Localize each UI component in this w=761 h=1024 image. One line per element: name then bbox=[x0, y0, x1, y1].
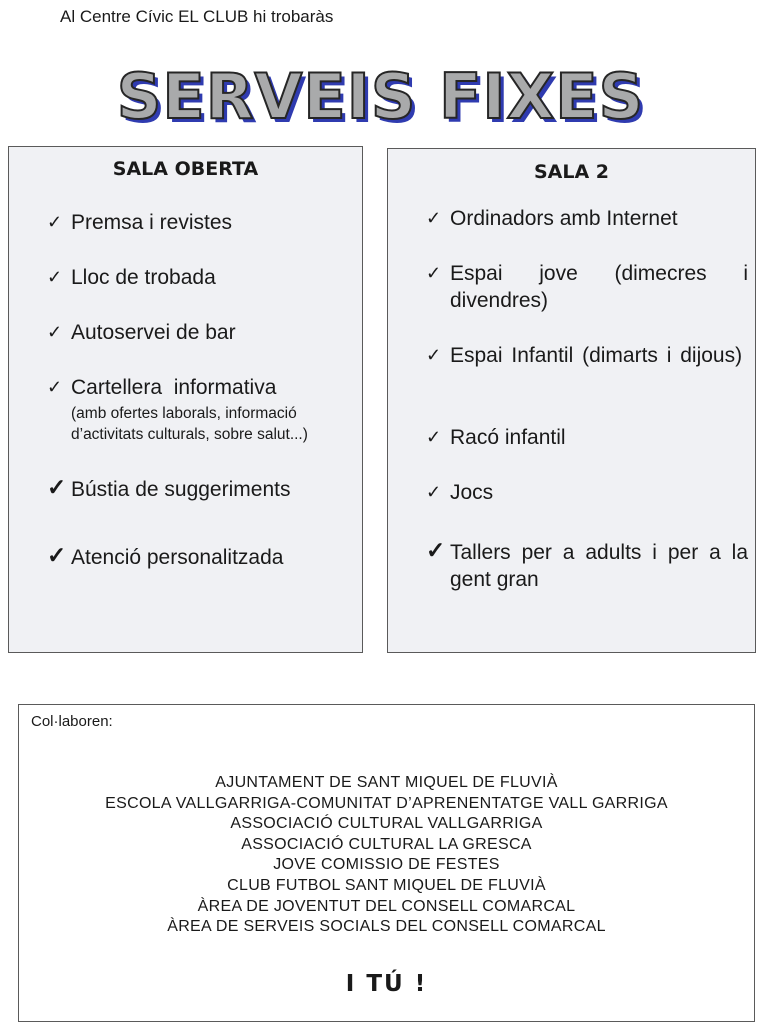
collaborator-item: ÀREA DE SERVEIS SOCIALS DEL CONSELL COMARCAL bbox=[167, 918, 606, 936]
checkmark-icon: ✓ bbox=[47, 212, 63, 232]
collaborator-item: ASSOCIACIÓ CULTURAL VALLGARRIGA bbox=[230, 815, 543, 833]
sala-2-panel: SALA 2 ✓ Ordinadors amb Internet ✓ Espai jove (dimecres i divendres) ✓ Espai Infantil (dimarts i dijous) ✓ Racó infantil ✓ Jocs ✓ Tallers per a adults i per a la gent gran bbox=[387, 148, 756, 653]
item-note: (amb ofertes laborals, informació d’activitats culturals, sobre salut...) bbox=[71, 405, 308, 443]
checkmark-icon: ✓ bbox=[426, 263, 442, 283]
checkmark-icon: ✓ bbox=[426, 208, 442, 228]
collaborators-box bbox=[18, 704, 755, 1022]
checkmark-icon: ✓ bbox=[47, 377, 63, 397]
checkmark-icon: ✓ bbox=[47, 267, 63, 287]
collaborator-item: JOVE COMISSIO DE FESTES bbox=[273, 856, 500, 874]
checkmark-icon: ✓ bbox=[426, 345, 442, 365]
checkmark-icon: ✓ bbox=[426, 427, 442, 447]
checkmark-icon: ✓ bbox=[426, 482, 442, 502]
page-title: SERVEIS FIXES bbox=[116, 60, 645, 133]
checkmark-icon: ✓ bbox=[47, 542, 67, 568]
intro-text: Al Centre Cívic EL CLUB hi trobaràs bbox=[60, 7, 334, 26]
checkmark-icon: ✓ bbox=[47, 474, 67, 500]
collaborator-item: CLUB FUTBOL SANT MIQUEL DE FLUVIÀ bbox=[227, 876, 546, 894]
checkmark-icon: ✓ bbox=[426, 537, 446, 563]
collaborators-label: Col·laboren: bbox=[31, 713, 113, 730]
collaborator-item: AJUNTAMENT DE SANT MIQUEL DE FLUVIÀ bbox=[215, 774, 558, 791]
collaborator-item: ESCOLA VALLGARRIGA-COMUNITAT D’APRENENTATGE VALL GARRIGA bbox=[105, 794, 668, 812]
checkmark-icon: ✓ bbox=[47, 322, 63, 342]
collaborators-list bbox=[19, 773, 754, 938]
panel-title: SALA OBERTA bbox=[112, 158, 259, 180]
closing-text: I TÚ ! bbox=[345, 971, 428, 997]
collaborator-item: ÀREA DE JOVENTUT DEL CONSELL COMARCAL bbox=[197, 897, 576, 915]
panel-title: SALA 2 bbox=[533, 161, 610, 183]
collaborator-item: ASSOCIACIÓ CULTURAL LA GRESCA bbox=[241, 835, 532, 853]
sala-oberta-panel: SALA OBERTA ✓ Premsa i revistes ✓ Lloc de trobada ✓ Autoservei de bar ✓ Cartellera informativa (amb ofertes laborals, informació d’activitats culturals, sobre salut...) ✓ Bústia de suggeriments ✓ Atenció personalitzada bbox=[8, 146, 363, 653]
